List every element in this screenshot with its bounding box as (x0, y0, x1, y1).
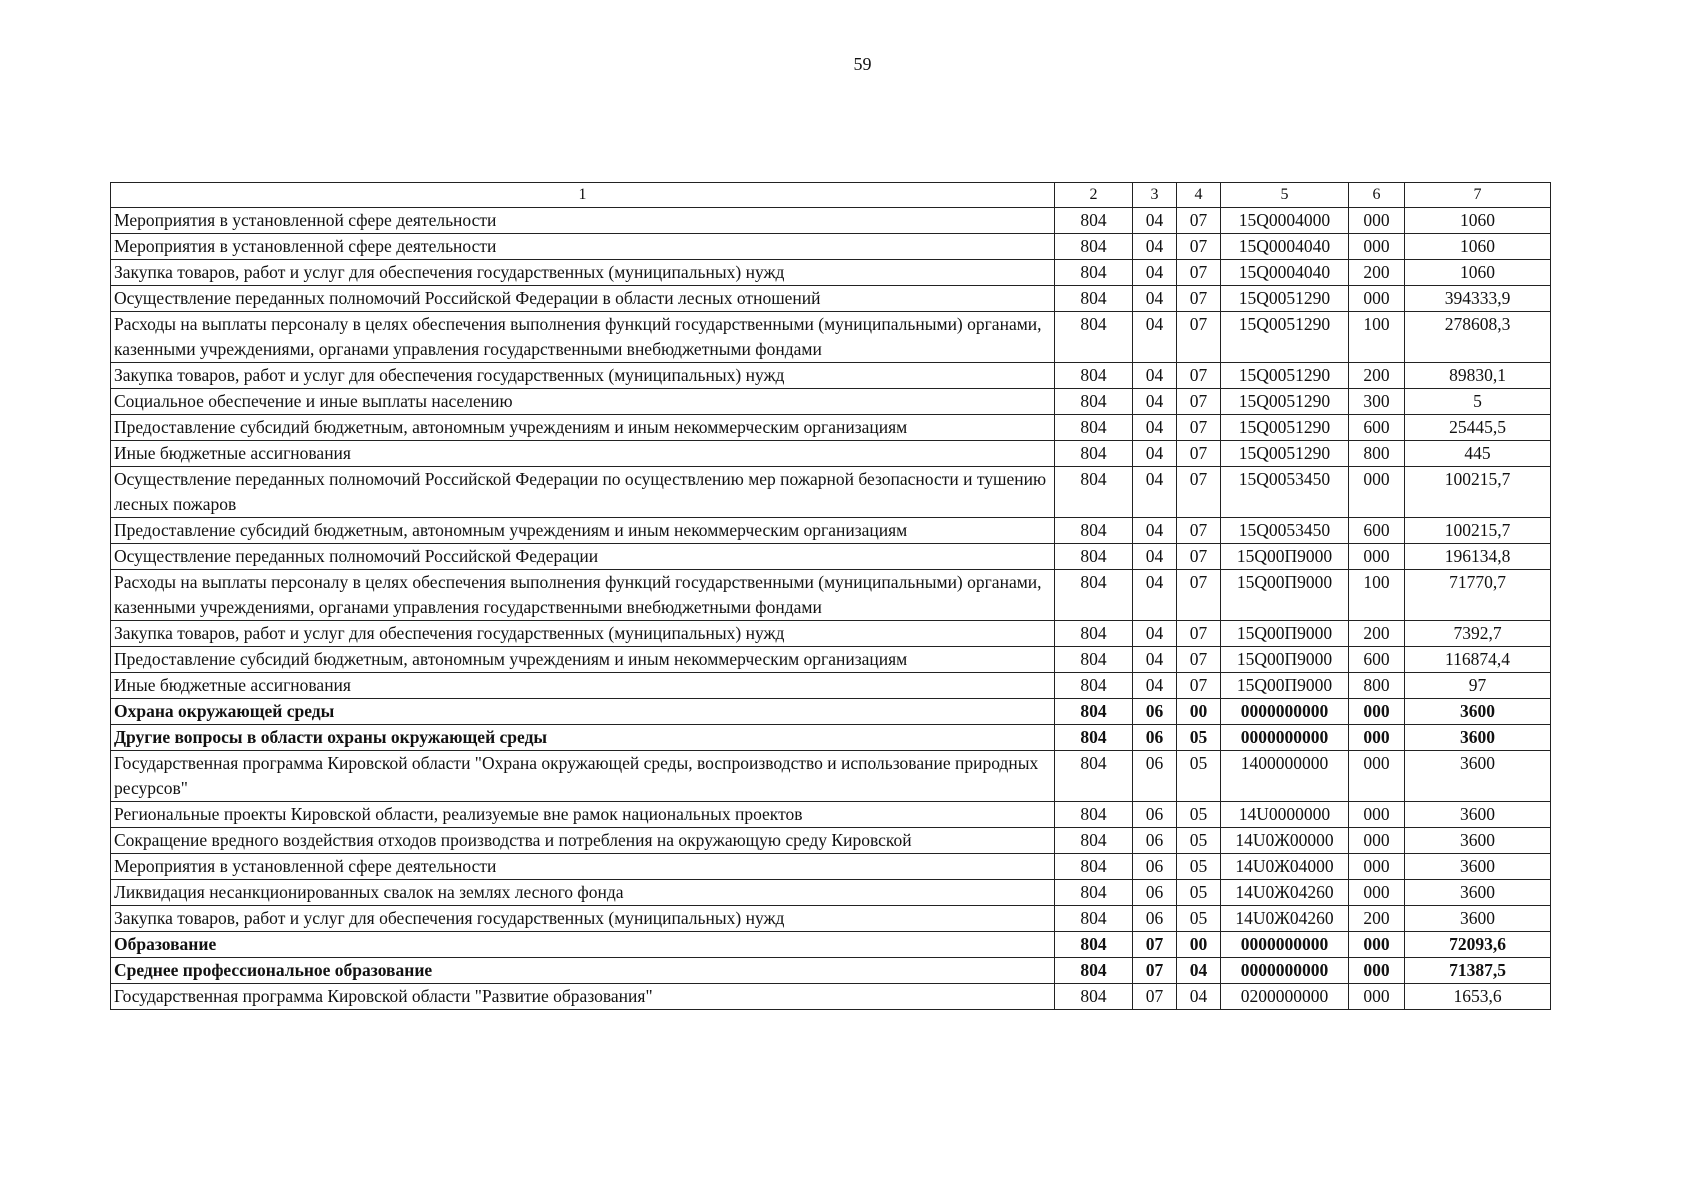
row-amount-cell: 3600 (1405, 880, 1551, 906)
row-target-article-cell: 15Q0051290 (1221, 389, 1349, 415)
row-subsection-cell: 04 (1177, 984, 1221, 1010)
row-name-cell: Охрана окружающей среды (111, 699, 1055, 725)
row-expense-type-cell: 000 (1349, 725, 1405, 751)
row-target-article-cell: 15Q0004040 (1221, 234, 1349, 260)
row-section-cell: 06 (1133, 699, 1177, 725)
table-row (111, 647, 1551, 673)
row-admin-code-cell: 804 (1055, 208, 1133, 234)
row-name-cell: Осуществление переданных полномочий Российской Федерации в области лесных отношений (111, 286, 1055, 312)
row-section-cell: 04 (1133, 208, 1177, 234)
row-subsection-cell: 07 (1177, 312, 1221, 363)
table-row (111, 544, 1551, 570)
row-amount-cell: 5 (1405, 389, 1551, 415)
row-section-cell: 06 (1133, 854, 1177, 880)
row-section-cell: 07 (1133, 984, 1177, 1010)
row-section-cell: 06 (1133, 802, 1177, 828)
row-target-article-cell: 0200000000 (1221, 984, 1349, 1010)
row-admin-code-cell: 804 (1055, 984, 1133, 1010)
row-admin-code-cell: 804 (1055, 725, 1133, 751)
row-admin-code-cell: 804 (1055, 932, 1133, 958)
row-name-cell: Среднее профессиональное образование (111, 958, 1055, 984)
row-admin-code-cell: 804 (1055, 415, 1133, 441)
row-target-article-cell: 15Q0004040 (1221, 260, 1349, 286)
row-amount-cell: 72093,6 (1405, 932, 1551, 958)
row-target-article-cell: 14U0Ж04000 (1221, 854, 1349, 880)
row-section-cell: 04 (1133, 286, 1177, 312)
row-name-cell: Предоставление субсидий бюджетным, автономным учреждениям и иным некоммерческим организациям (111, 518, 1055, 544)
table-row (111, 570, 1551, 621)
row-name-cell: Социальное обеспечение и иные выплаты населению (111, 389, 1055, 415)
row-expense-type-cell: 300 (1349, 389, 1405, 415)
row-section-cell: 06 (1133, 880, 1177, 906)
row-amount-cell: 97 (1405, 673, 1551, 699)
row-target-article-cell: 15Q0051290 (1221, 415, 1349, 441)
row-amount-cell: 3600 (1405, 802, 1551, 828)
row-admin-code-cell: 804 (1055, 854, 1133, 880)
row-amount-cell: 278608,3 (1405, 312, 1551, 363)
row-expense-type-cell: 200 (1349, 363, 1405, 389)
table-row (111, 415, 1551, 441)
row-expense-type-cell: 000 (1349, 544, 1405, 570)
row-section-cell: 07 (1133, 958, 1177, 984)
row-subsection-cell: 05 (1177, 802, 1221, 828)
row-target-article-cell: 15Q00П9000 (1221, 673, 1349, 699)
row-section-cell: 04 (1133, 467, 1177, 518)
table-row (111, 286, 1551, 312)
row-amount-cell: 3600 (1405, 828, 1551, 854)
row-expense-type-cell: 100 (1349, 570, 1405, 621)
row-target-article-cell: 15Q00П9000 (1221, 647, 1349, 673)
table-row (111, 802, 1551, 828)
row-expense-type-cell: 000 (1349, 699, 1405, 725)
row-section-cell: 04 (1133, 621, 1177, 647)
budget-table (110, 182, 1551, 1010)
row-name-cell: Расходы на выплаты персоналу в целях обеспечения выполнения функций государственными (муниципальными) органами, казенными учреждениями, органами управления государственными внебюджетными фондами (111, 312, 1055, 363)
row-name-cell: Другие вопросы в области охраны окружающей среды (111, 725, 1055, 751)
row-admin-code-cell: 804 (1055, 828, 1133, 854)
row-target-article-cell: 0000000000 (1221, 932, 1349, 958)
row-name-cell: Государственная программа Кировской области "Охрана окружающей среды, воспроизводство и использование природных ресурсов" (111, 751, 1055, 802)
row-subsection-cell: 07 (1177, 208, 1221, 234)
row-expense-type-cell: 000 (1349, 234, 1405, 260)
row-admin-code-cell: 804 (1055, 363, 1133, 389)
table-row (111, 673, 1551, 699)
row-amount-cell: 100215,7 (1405, 467, 1551, 518)
row-name-cell: Предоставление субсидий бюджетным, автономным учреждениям и иным некоммерческим организациям (111, 647, 1055, 673)
row-subsection-cell: 07 (1177, 570, 1221, 621)
row-section-cell: 04 (1133, 363, 1177, 389)
row-subsection-cell: 07 (1177, 647, 1221, 673)
row-subsection-cell: 07 (1177, 467, 1221, 518)
row-name-cell: Мероприятия в установленной сфере деятельности (111, 234, 1055, 260)
row-amount-cell: 3600 (1405, 906, 1551, 932)
row-name-cell: Иные бюджетные ассигнования (111, 441, 1055, 467)
row-amount-cell: 3600 (1405, 699, 1551, 725)
row-expense-type-cell: 600 (1349, 415, 1405, 441)
row-target-article-cell: 14U0Ж04260 (1221, 906, 1349, 932)
table-row (111, 441, 1551, 467)
row-amount-cell: 3600 (1405, 854, 1551, 880)
row-name-cell: Осуществление переданных полномочий Российской Федерации по осуществлению мер пожарной безопасности и тушению лесных пожаров (111, 467, 1055, 518)
table-header-row (111, 183, 1551, 208)
row-section-cell: 04 (1133, 312, 1177, 363)
row-amount-cell: 196134,8 (1405, 544, 1551, 570)
row-subsection-cell: 05 (1177, 906, 1221, 932)
row-amount-cell: 3600 (1405, 725, 1551, 751)
row-amount-cell: 1060 (1405, 234, 1551, 260)
row-subsection-cell: 00 (1177, 699, 1221, 725)
table-row (111, 234, 1551, 260)
row-amount-cell: 89830,1 (1405, 363, 1551, 389)
header-cell-1: 1 (111, 183, 1055, 208)
row-subsection-cell: 04 (1177, 958, 1221, 984)
row-subsection-cell: 07 (1177, 389, 1221, 415)
row-target-article-cell: 0000000000 (1221, 958, 1349, 984)
row-name-cell: Закупка товаров, работ и услуг для обеспечения государственных (муниципальных) нужд (111, 363, 1055, 389)
table-row (111, 699, 1551, 725)
row-target-article-cell: 0000000000 (1221, 699, 1349, 725)
row-name-cell: Ликвидация несанкционированных свалок на землях лесного фонда (111, 880, 1055, 906)
header-cell-5: 5 (1221, 183, 1349, 208)
row-admin-code-cell: 804 (1055, 260, 1133, 286)
row-target-article-cell: 15Q00П9000 (1221, 570, 1349, 621)
row-amount-cell: 1060 (1405, 208, 1551, 234)
row-admin-code-cell: 804 (1055, 441, 1133, 467)
table-row (111, 621, 1551, 647)
row-target-article-cell: 14U0000000 (1221, 802, 1349, 828)
row-admin-code-cell: 804 (1055, 312, 1133, 363)
row-section-cell: 04 (1133, 544, 1177, 570)
row-section-cell: 06 (1133, 751, 1177, 802)
row-subsection-cell: 05 (1177, 854, 1221, 880)
table-row (111, 932, 1551, 958)
row-expense-type-cell: 600 (1349, 647, 1405, 673)
row-expense-type-cell: 000 (1349, 828, 1405, 854)
row-section-cell: 04 (1133, 389, 1177, 415)
table-row (111, 906, 1551, 932)
row-name-cell: Образование (111, 932, 1055, 958)
row-subsection-cell: 07 (1177, 415, 1221, 441)
row-subsection-cell: 07 (1177, 363, 1221, 389)
row-amount-cell: 7392,7 (1405, 621, 1551, 647)
table-row (111, 363, 1551, 389)
row-name-cell: Осуществление переданных полномочий Российской Федерации (111, 544, 1055, 570)
row-admin-code-cell: 804 (1055, 958, 1133, 984)
row-subsection-cell: 05 (1177, 828, 1221, 854)
row-section-cell: 07 (1133, 932, 1177, 958)
row-admin-code-cell: 804 (1055, 518, 1133, 544)
row-section-cell: 04 (1133, 647, 1177, 673)
budget-table-body (111, 183, 1551, 1010)
table-row (111, 880, 1551, 906)
row-expense-type-cell: 000 (1349, 880, 1405, 906)
row-name-cell: Сокращение вредного воздействия отходов производства и потребления на окружающую среду Кировской (111, 828, 1055, 854)
row-target-article-cell: 1400000000 (1221, 751, 1349, 802)
row-section-cell: 04 (1133, 441, 1177, 467)
row-expense-type-cell: 000 (1349, 932, 1405, 958)
row-name-cell: Мероприятия в установленной сфере деятельности (111, 854, 1055, 880)
row-admin-code-cell: 804 (1055, 389, 1133, 415)
table-row (111, 725, 1551, 751)
row-admin-code-cell: 804 (1055, 544, 1133, 570)
row-amount-cell: 71387,5 (1405, 958, 1551, 984)
row-target-article-cell: 14U0Ж00000 (1221, 828, 1349, 854)
table-row (111, 312, 1551, 363)
row-target-article-cell: 15Q0051290 (1221, 312, 1349, 363)
table-row (111, 984, 1551, 1010)
row-subsection-cell: 07 (1177, 518, 1221, 544)
row-subsection-cell: 05 (1177, 725, 1221, 751)
table-row (111, 467, 1551, 518)
row-expense-type-cell: 000 (1349, 854, 1405, 880)
row-amount-cell: 25445,5 (1405, 415, 1551, 441)
row-expense-type-cell: 600 (1349, 518, 1405, 544)
row-expense-type-cell: 200 (1349, 621, 1405, 647)
table-row (111, 260, 1551, 286)
row-target-article-cell: 15Q0051290 (1221, 286, 1349, 312)
row-subsection-cell: 07 (1177, 544, 1221, 570)
row-admin-code-cell: 804 (1055, 906, 1133, 932)
row-admin-code-cell: 804 (1055, 570, 1133, 621)
header-cell-7: 7 (1405, 183, 1551, 208)
row-section-cell: 04 (1133, 415, 1177, 441)
row-amount-cell: 3600 (1405, 751, 1551, 802)
row-target-article-cell: 15Q0004000 (1221, 208, 1349, 234)
row-admin-code-cell: 804 (1055, 699, 1133, 725)
row-expense-type-cell: 000 (1349, 958, 1405, 984)
row-section-cell: 04 (1133, 234, 1177, 260)
row-expense-type-cell: 800 (1349, 441, 1405, 467)
row-name-cell: Закупка товаров, работ и услуг для обеспечения государственных (муниципальных) нужд (111, 621, 1055, 647)
row-subsection-cell: 07 (1177, 621, 1221, 647)
row-admin-code-cell: 804 (1055, 467, 1133, 518)
row-section-cell: 06 (1133, 828, 1177, 854)
table-row (111, 208, 1551, 234)
row-name-cell: Иные бюджетные ассигнования (111, 673, 1055, 699)
row-expense-type-cell: 000 (1349, 751, 1405, 802)
row-admin-code-cell: 804 (1055, 751, 1133, 802)
table-row (111, 854, 1551, 880)
row-subsection-cell: 07 (1177, 260, 1221, 286)
row-name-cell: Расходы на выплаты персоналу в целях обеспечения выполнения функций государственными (муниципальными) органами, казенными учреждениями, органами управления государственными внебюджетными фондами (111, 570, 1055, 621)
row-admin-code-cell: 804 (1055, 286, 1133, 312)
row-expense-type-cell: 000 (1349, 984, 1405, 1010)
header-cell-4: 4 (1177, 183, 1221, 208)
table-row (111, 518, 1551, 544)
row-section-cell: 04 (1133, 518, 1177, 544)
row-amount-cell: 1653,6 (1405, 984, 1551, 1010)
row-name-cell: Закупка товаров, работ и услуг для обеспечения государственных (муниципальных) нужд (111, 260, 1055, 286)
row-subsection-cell: 05 (1177, 880, 1221, 906)
row-subsection-cell: 00 (1177, 932, 1221, 958)
row-expense-type-cell: 100 (1349, 312, 1405, 363)
row-target-article-cell: 15Q00П9000 (1221, 544, 1349, 570)
row-admin-code-cell: 804 (1055, 234, 1133, 260)
row-target-article-cell: 15Q00П9000 (1221, 621, 1349, 647)
row-name-cell: Предоставление субсидий бюджетным, автономным учреждениям и иным некоммерческим организациям (111, 415, 1055, 441)
header-cell-2: 2 (1055, 183, 1133, 208)
row-target-article-cell: 15Q0053450 (1221, 518, 1349, 544)
row-amount-cell: 71770,7 (1405, 570, 1551, 621)
header-cell-3: 3 (1133, 183, 1177, 208)
row-amount-cell: 100215,7 (1405, 518, 1551, 544)
row-subsection-cell: 07 (1177, 234, 1221, 260)
row-expense-type-cell: 800 (1349, 673, 1405, 699)
row-section-cell: 04 (1133, 260, 1177, 286)
row-admin-code-cell: 804 (1055, 802, 1133, 828)
row-admin-code-cell: 804 (1055, 880, 1133, 906)
row-section-cell: 04 (1133, 673, 1177, 699)
row-subsection-cell: 07 (1177, 441, 1221, 467)
row-subsection-cell: 07 (1177, 673, 1221, 699)
row-expense-type-cell: 000 (1349, 208, 1405, 234)
row-amount-cell: 394333,9 (1405, 286, 1551, 312)
row-section-cell: 06 (1133, 725, 1177, 751)
row-subsection-cell: 05 (1177, 751, 1221, 802)
row-amount-cell: 116874,4 (1405, 647, 1551, 673)
row-amount-cell: 1060 (1405, 260, 1551, 286)
table-row (111, 958, 1551, 984)
row-name-cell: Региональные проекты Кировской области, реализуемые вне рамок национальных проектов (111, 802, 1055, 828)
row-name-cell: Мероприятия в установленной сфере деятельности (111, 208, 1055, 234)
row-amount-cell: 445 (1405, 441, 1551, 467)
table-row (111, 828, 1551, 854)
table-row (111, 389, 1551, 415)
row-target-article-cell: 15Q0051290 (1221, 363, 1349, 389)
row-target-article-cell: 14U0Ж04260 (1221, 880, 1349, 906)
row-admin-code-cell: 804 (1055, 647, 1133, 673)
row-subsection-cell: 07 (1177, 286, 1221, 312)
row-name-cell: Закупка товаров, работ и услуг для обеспечения государственных (муниципальных) нужд (111, 906, 1055, 932)
page-number: 59 (853, 54, 872, 74)
row-admin-code-cell: 804 (1055, 621, 1133, 647)
row-expense-type-cell: 000 (1349, 286, 1405, 312)
row-section-cell: 06 (1133, 906, 1177, 932)
row-name-cell: Государственная программа Кировской области "Развитие образования" (111, 984, 1055, 1010)
row-expense-type-cell: 000 (1349, 467, 1405, 518)
row-target-article-cell: 0000000000 (1221, 725, 1349, 751)
row-expense-type-cell: 200 (1349, 260, 1405, 286)
table-row (111, 751, 1551, 802)
row-expense-type-cell: 200 (1349, 906, 1405, 932)
row-admin-code-cell: 804 (1055, 673, 1133, 699)
row-target-article-cell: 15Q0053450 (1221, 467, 1349, 518)
row-target-article-cell: 15Q0051290 (1221, 441, 1349, 467)
row-section-cell: 04 (1133, 570, 1177, 621)
header-cell-6: 6 (1349, 183, 1405, 208)
row-expense-type-cell: 000 (1349, 802, 1405, 828)
